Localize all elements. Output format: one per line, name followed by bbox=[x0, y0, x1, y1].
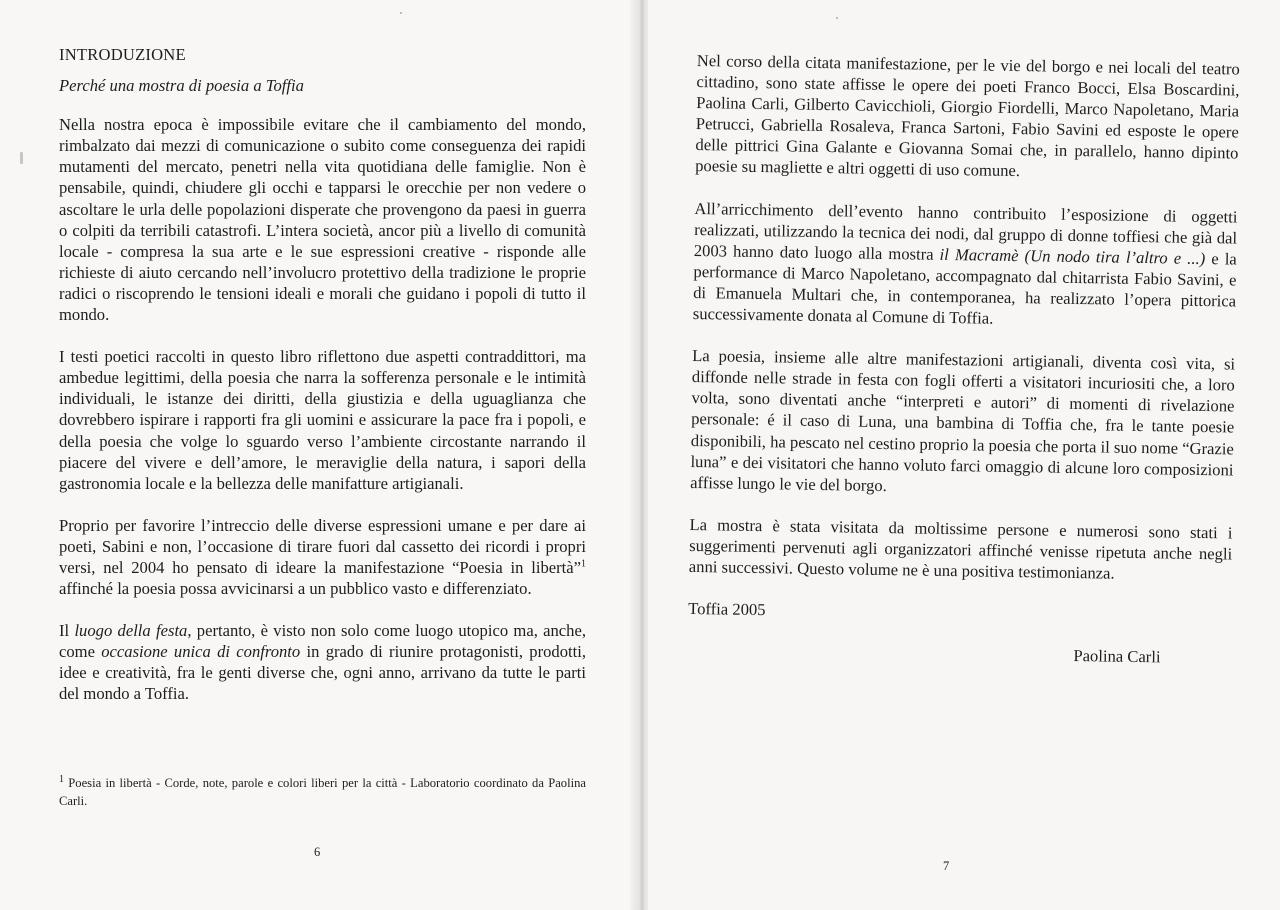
paragraph: La mostra è stata visitata da moltissime persone e numerosi sono stati i suggerimenti pervenuti agli organizzatori affinché venisse ripetuta anche negli anni successivi. Questo volume ne è una positiva testimonianza. bbox=[688, 514, 1233, 583]
paragraph-text: e la performance di Marco Napoletano, accompagnato dal chitarrista Fabio Savini, e di Emanuela Multari che, in contemporanea, ha realizzato l’opera pittorica successivamente donata al Comune di Toffia. bbox=[692, 248, 1237, 328]
paper-mark bbox=[20, 152, 23, 164]
emphasis-text: luogo della festa bbox=[74, 621, 188, 641]
footnote-marker: 1 bbox=[581, 558, 586, 570]
footnote bbox=[59, 774, 586, 810]
right-page-body bbox=[687, 50, 1240, 669]
paragraph-text: Il bbox=[59, 621, 75, 641]
emphasis-text: il Macramè (Un nodo tira l’altro e ...) bbox=[939, 244, 1206, 268]
paragraph bbox=[693, 198, 1238, 333]
left-page bbox=[0, 0, 637, 910]
footnote-text: Poesia in libertà - Corde, note, parole e colori liberi per la città - Laboratorio coordinato da Paolina Carli. bbox=[59, 776, 586, 808]
page-number: 7 bbox=[943, 859, 950, 873]
paper-mark bbox=[400, 12, 402, 14]
paper-mark bbox=[836, 17, 838, 19]
left-page-body bbox=[59, 44, 586, 726]
paragraph bbox=[59, 515, 586, 599]
paragraph-text: , pertanto, è visto non solo come luogo utopico ma, anche, come bbox=[59, 621, 586, 662]
paragraph: La poesia, insieme alle altre manifestazioni artigianali, diventa così vita, si diffonde nelle strade in festa con fogli offerti a visitatori incuriositi che, a loro volta, sono diventati anche “interpreti e autori” di momenti di rivelazione personale: é il caso di Luna, una bambina di Toffia che, fra le tante poesie disponibili, ha pescato nel cestino proprio la poesia che porta il suo nome “Grazie luna” e dei visitatori che hanno voluto farci omaggio di alcune loro composizioni affisse lungo le vie del borgo. bbox=[690, 346, 1236, 495]
paragraph bbox=[59, 620, 586, 704]
signature: Paolina Carli bbox=[1073, 646, 1161, 667]
paragraph-text: All’arricchimento dell’evento hanno contribuito l’esposizione di oggetti realizzati, utilizzando la tecnica dei nodi, dal gruppo di donne toffiesi che già dal 2003 hanno dato luogo alla mostra bbox=[693, 198, 1238, 264]
footnote-number: 1 bbox=[59, 773, 64, 785]
paragraph-text: in grado di riunire protagonisti, prodotti, idee e creatività, fra le genti diverse che, ogni anno, arrivano da tutte le parti del mondo a Toffia. bbox=[59, 642, 586, 704]
section-heading: INTRODUZIONE bbox=[59, 45, 186, 64]
paragraph: Nella nostra epoca è impossibile evitare che il cambiamento del mondo, rimbalzato dai mezzi di comunicazione o subito come conseguenza dei rapidi mutamenti del mercato, penetri nella vita quotidiana delle famiglie. Non è pensabile, quindi, chiudere gli occhi e tapparsi le orecchie per non vedere o ascoltare le urla delle popolazioni disperate che provengono da paesi in guerra o colpiti da terribili catastrofi. L’intera società, ancor più a livello di comunità locale - compresa la sua arte e le sue espressioni creative - risponde alle richieste di aiuto cercando nell’involucro protettivo della tradizione le proprie radici o riscoprendo le tensioni ideali e morali che guidano i popoli di tutto il mondo. bbox=[59, 115, 586, 325]
section-subtitle: Perché una mostra di poesia a Toffia bbox=[59, 76, 304, 96]
paragraph: Nel corso della citata manifestazione, per le vie del borgo e nei locali del teatro cittadino, sono state affisse le opere dei poeti Franco Bocci, Elsa Boscardini, Paolina Carli, Gilberto Cavicchioli, Giorgio Fiordelli, Marco Napoletano, Maria Petrucci, Gabriella Rosaleva, Franca Sartoni, Fabio Savini ed esposte le opere delle pittrici Gina Galante e Giovanna Somai che, in parallelo, hanno dipinto poesie su magliette e altri oggetti di uso comune. bbox=[695, 50, 1240, 181]
paragraph-text: Proprio per favorire l’intreccio delle diverse espressioni umane e per dare ai poeti, Sabini e non, l’occasione di tirare fuori dal cassetto dei ricordi i propri versi, nel 2004 ho pensato di ideare la manifestazione “Poesia in libertà” bbox=[59, 515, 586, 577]
place-date: Toffia 2005 bbox=[688, 598, 766, 620]
paragraph-text: affinché la poesia possa avvicinarsi a un pubblico vasto e differenziato. bbox=[59, 579, 532, 599]
emphasis-text: occasione unica di confronto bbox=[101, 642, 301, 662]
paragraph: I testi poetici raccolti in questo libro riflettono due aspetti contraddittori, ma ambedue legittimi, della poesia che narra la sofferenza personale e le intimità individuali, le istanze dei diritti, della giustizia e della uguaglianza che dovrebbero ispirare i rapporti fra gli uomini e assicurare la pace fra i popoli, e della poesia che volge lo sguardo verso l’ambiente circostante narrando il piacere del vivere e dell’amore, le meraviglie della natura, i sapori della gastronomia locale e la bellezza delle manifatture artigianali. bbox=[59, 347, 586, 493]
page-number: 6 bbox=[314, 845, 321, 859]
